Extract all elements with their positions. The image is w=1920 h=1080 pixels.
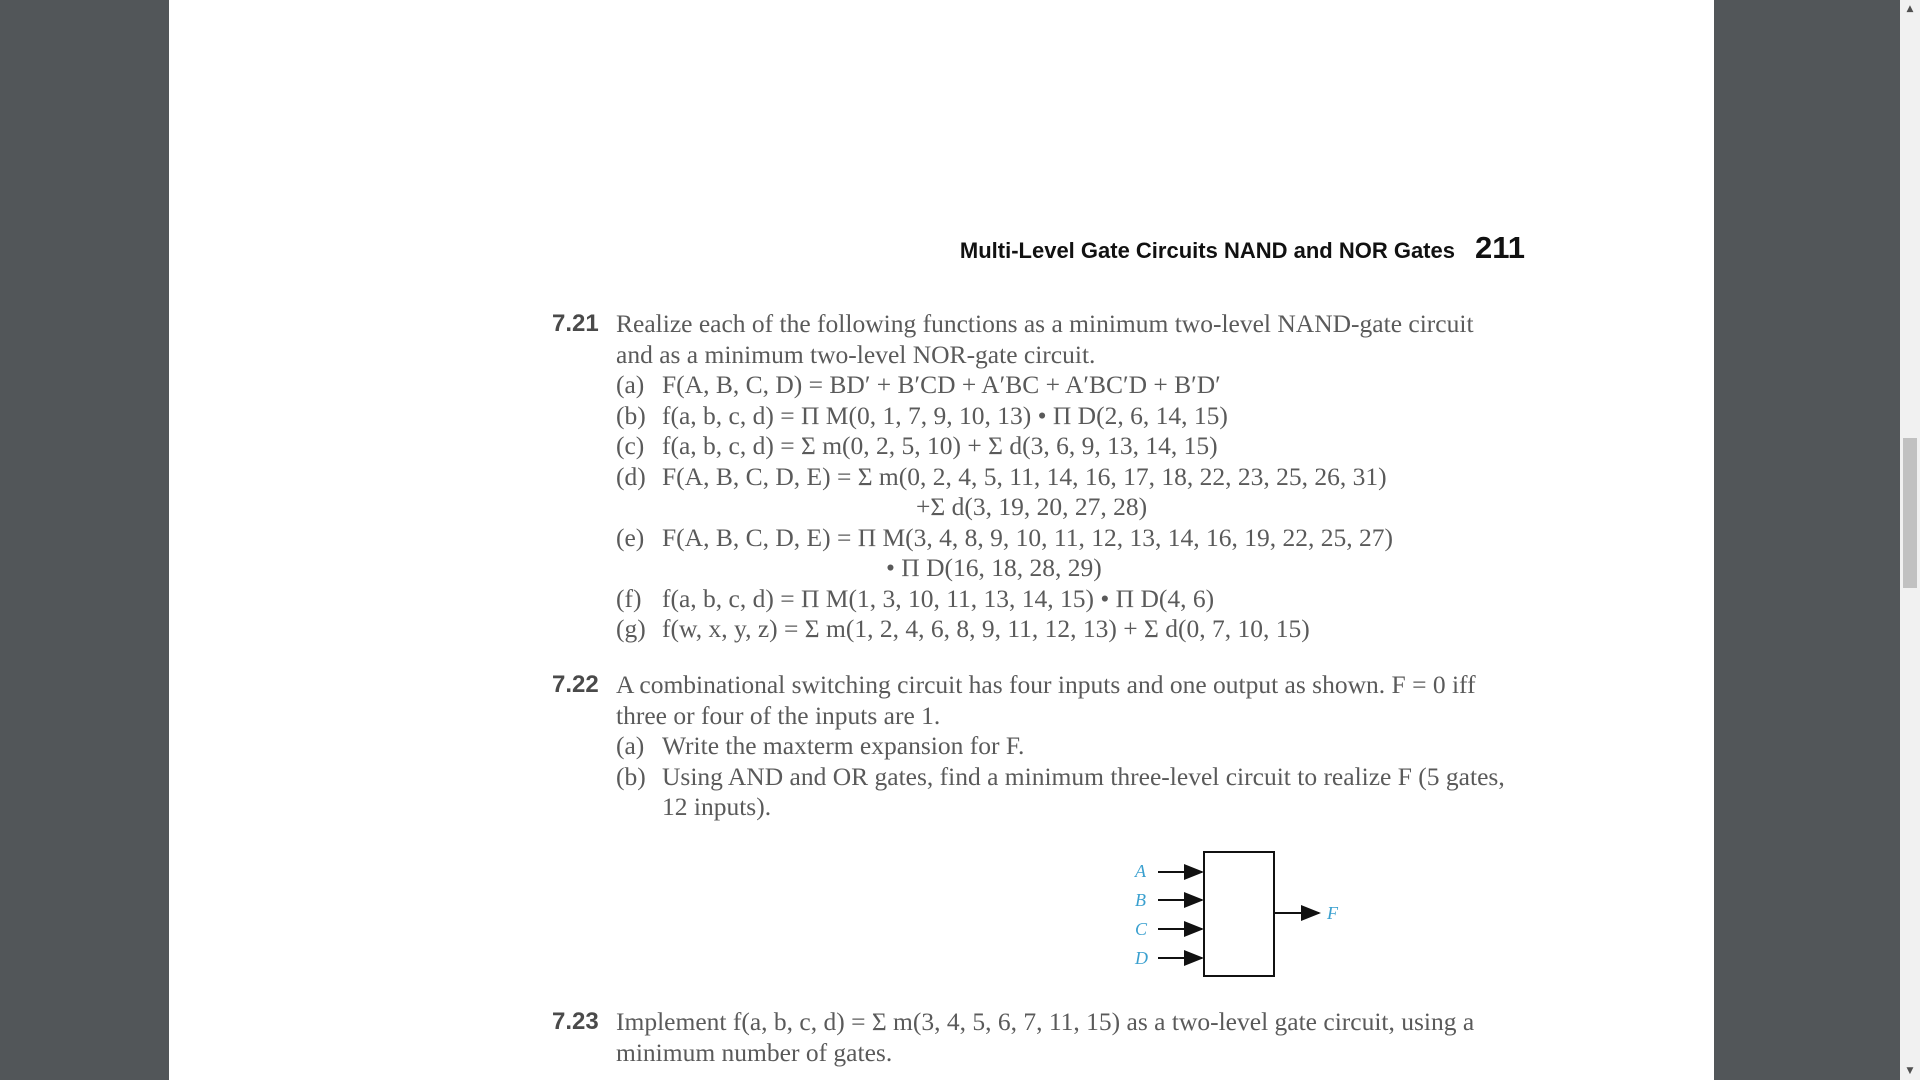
sub-item-e <box>616 523 1525 554</box>
problem-7-23 <box>552 1007 1525 1068</box>
item-continuation: +Σ d(3, 19, 20, 27, 28) <box>916 492 1148 521</box>
item-text: f(w, x, y, z) = Σ m(1, 2, 4, 6, 8, 9, 11, 12, 13) + Σ d(0, 7, 10, 15) <box>662 614 1310 643</box>
problem-text-line: Implement f(a, b, c, d) = Σ m(3, 4, 5, 6, 7, 11, 15) as a two-level gate circuit, using a <box>616 1007 1475 1036</box>
scroll-up-icon[interactable]: ▲ <box>1906 4 1914 14</box>
input-label-d: D <box>1135 948 1148 968</box>
item-text: f(a, b, c, d) = Π M(1, 3, 10, 11, 13, 14, 15) • Π D(4, 6) <box>662 583 1215 613</box>
page-number: 211 <box>1474 230 1525 265</box>
problem-number: 7.22 <box>552 671 599 698</box>
sub-item-c <box>616 431 1525 462</box>
problem-text-line: three or four of the inputs are 1. <box>616 700 941 730</box>
scrollbar-thumb[interactable] <box>1903 438 1917 588</box>
item-text: Using AND and OR gates, find a minimum three-level circuit to realize F (5 gates, <box>662 761 1505 791</box>
circuit-block-diagram <box>1124 847 1364 982</box>
problem-number: 7.23 <box>552 1008 599 1035</box>
circuit-box <box>1204 852 1274 976</box>
item-label: (c) <box>616 431 645 460</box>
item-text: Write the maxterm expansion for F. <box>662 731 1025 760</box>
problem-7-22 <box>552 670 1525 823</box>
item-label: (a) <box>616 370 645 399</box>
input-label-b: B <box>1135 890 1146 910</box>
item-text: f(a, b, c, d) = Π M(0, 1, 7, 9, 10, 13) • Π D(2, 6, 14, 15) <box>662 400 1228 430</box>
item-label: (b) <box>616 761 646 791</box>
header-title: Multi-Level Gate Circuits NAND and NOR Gates <box>959 238 1455 263</box>
item-label: (e) <box>616 522 645 552</box>
sub-item-f <box>616 584 1525 615</box>
problem-text-line: A combinational switching circuit has four inputs and one output as shown. F = 0 iff <box>616 670 1476 699</box>
problem-number: 7.21 <box>552 310 599 337</box>
problem-text-line: Realize each of the following functions as a minimum two-level NAND-gate circuit <box>616 309 1474 338</box>
input-label-a: A <box>1135 861 1146 881</box>
problem-text-line: and as a minimum two-level NOR-gate circuit. <box>616 339 1096 369</box>
item-label: (g) <box>616 614 646 643</box>
item-text: f(a, b, c, d) = Σ m(0, 2, 5, 10) + Σ d(3, 6, 9, 13, 14, 15) <box>662 431 1218 460</box>
problem-text-line: minimum number of gates. <box>616 1037 893 1067</box>
pdf-page <box>169 0 1714 1080</box>
item-continuation <box>616 792 1525 823</box>
item-continuation: • Π D(16, 18, 28, 29) <box>886 553 1102 582</box>
sub-item-a <box>616 370 1525 401</box>
sub-item-b <box>616 762 1525 793</box>
item-text: F(A, B, C, D, E) = Σ m(0, 2, 4, 5, 11, 14, 16, 17, 18, 22, 23, 25, 26, 31) <box>662 461 1387 491</box>
item-label: (d) <box>616 461 646 491</box>
item-text: F(A, B, C, D) = BD′ + B′CD + A′BC + A′BC′D + B′D′ <box>662 370 1221 399</box>
sub-item-b <box>616 401 1525 432</box>
sub-item-g <box>616 614 1525 645</box>
problem-7-21 <box>552 309 1525 645</box>
item-label: (f) <box>616 583 642 613</box>
output-label-f: F <box>1327 903 1338 923</box>
running-header <box>169 230 1525 266</box>
input-label-c: C <box>1135 919 1148 939</box>
item-label: (a) <box>616 731 645 760</box>
item-text: F(A, B, C, D, E) = Π M(3, 4, 8, 9, 10, 11, 12, 13, 14, 16, 19, 22, 25, 27) <box>662 522 1393 552</box>
item-label: (b) <box>616 400 646 430</box>
vertical-scrollbar[interactable] <box>1900 0 1920 1080</box>
item-text: 12 inputs). <box>662 792 772 821</box>
sub-item-d <box>616 462 1525 493</box>
sub-item-a <box>616 731 1525 762</box>
scroll-down-icon[interactable]: ▼ <box>1906 1066 1914 1076</box>
